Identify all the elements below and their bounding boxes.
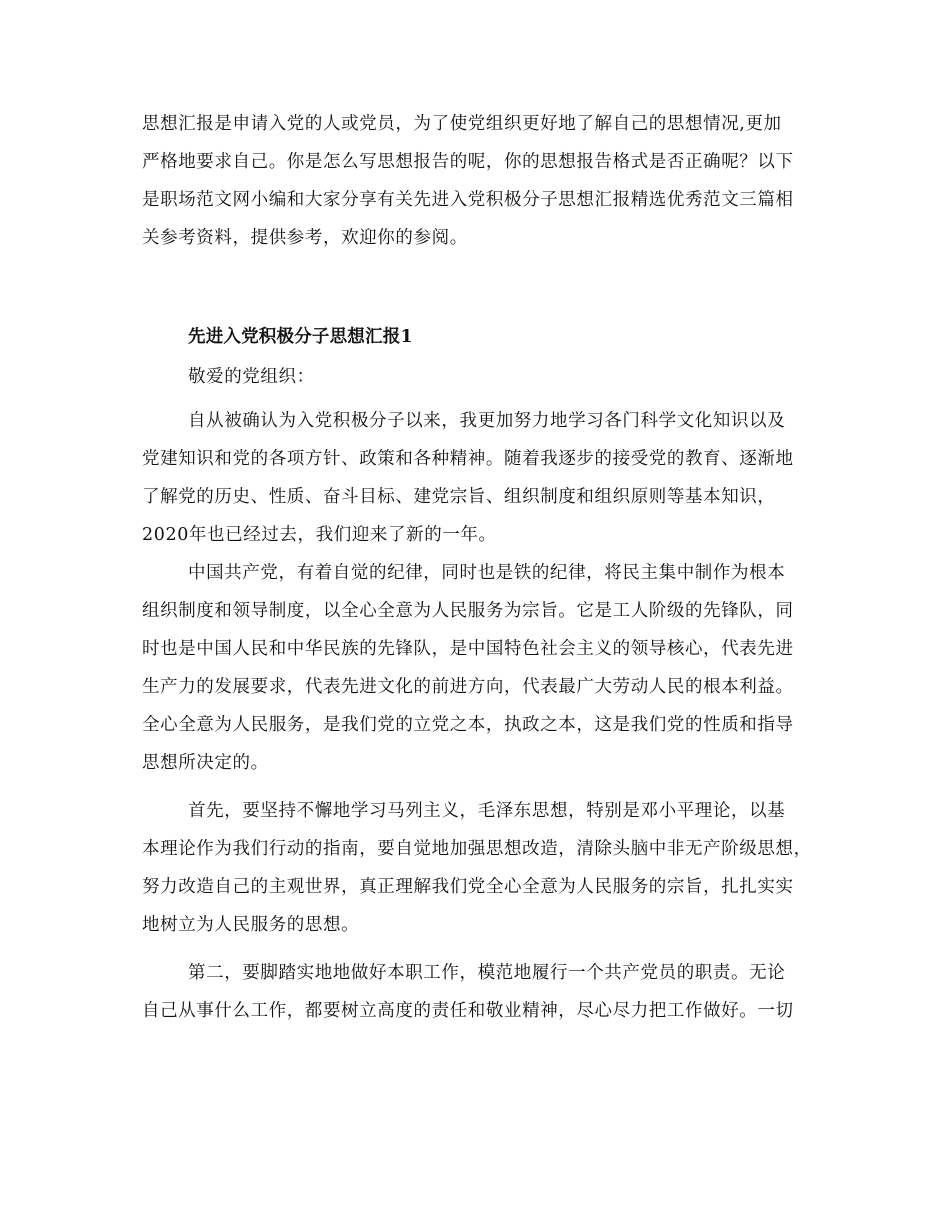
body-line: 中国共产党，有着自觉的纪律，同时也是铁的纪律，将民主集中制作为根本 [188,563,786,583]
body-line: 第二，要脚踏实地地做好本职工作，模范地履行一个共产党员的职责。无论 [188,963,786,983]
body-line: 自己从事什么工作，都要树立高度的责任和敬业精神，尽心尽力把工作做好。一切 [142,1001,794,1021]
body-line: 首先，要坚持不懈地学习马列主义，毛泽东思想，特别是邓小平理论，以基 [188,801,786,821]
section-title: 先进入党积极分子思想汇报1 [188,327,413,347]
body-line: 地树立为人民服务的思想。 [142,915,360,935]
body-line: 本理论作为我们行动的指南，要自觉地加强思想改造，清除头脑中非无产阶级思想， [142,839,812,859]
intro-line: 思想汇报是申请入党的人或党员，为了使党组织更好地了解自己的思想情况,更加 [142,114,782,134]
body-line: 组织制度和领导制度，以全心全意为人民服务为宗旨。它是工人阶级的先锋队，同 [142,601,794,621]
salutation: 敬爱的党组织： [188,367,315,387]
intro-line: 严格地要求自己。你是怎么写思想报告的呢，你的思想报告格式是否正确呢？以下 [142,152,794,172]
body-line: 生产力的发展要求，代表先进文化的前进方向，代表最广大劳动人民的根本利益。 [142,677,794,697]
body-line: 了解党的历史、性质、奋斗目标、建党宗旨、组织制度和组织原则等基本知识， [142,487,776,507]
body-line: 时也是中国人民和中华民族的先锋队，是中国特色社会主义的领导核心，代表先进 [142,639,794,659]
intro-line: 是职场范文网小编和大家分享有关先进入党积极分子思想汇报精选优秀范文三篇相 [142,190,794,210]
body-line: 全心全意为人民服务，是我们党的立党之本，执政之本，这是我们党的性质和指导 [142,715,794,735]
body-line: 2020年也已经过去，我们迎来了新的一年。 [142,525,497,545]
body-line: 自从被确认为入党积极分子以来，我更加努力地学习各门科学文化知识以及 [188,411,786,431]
body-line: 努力改造自己的主观世界，真正理解我们党全心全意为人民服务的宗旨，扎扎实实 [142,877,794,897]
body-line: 思想所决定的。 [142,753,269,773]
body-line: 党建知识和党的各项方针、政策和各种精神。随着我逐步的接受党的教育、逐渐地 [142,449,794,469]
intro-line: 关参考资料，提供参考，欢迎你的参阅。 [142,228,468,248]
